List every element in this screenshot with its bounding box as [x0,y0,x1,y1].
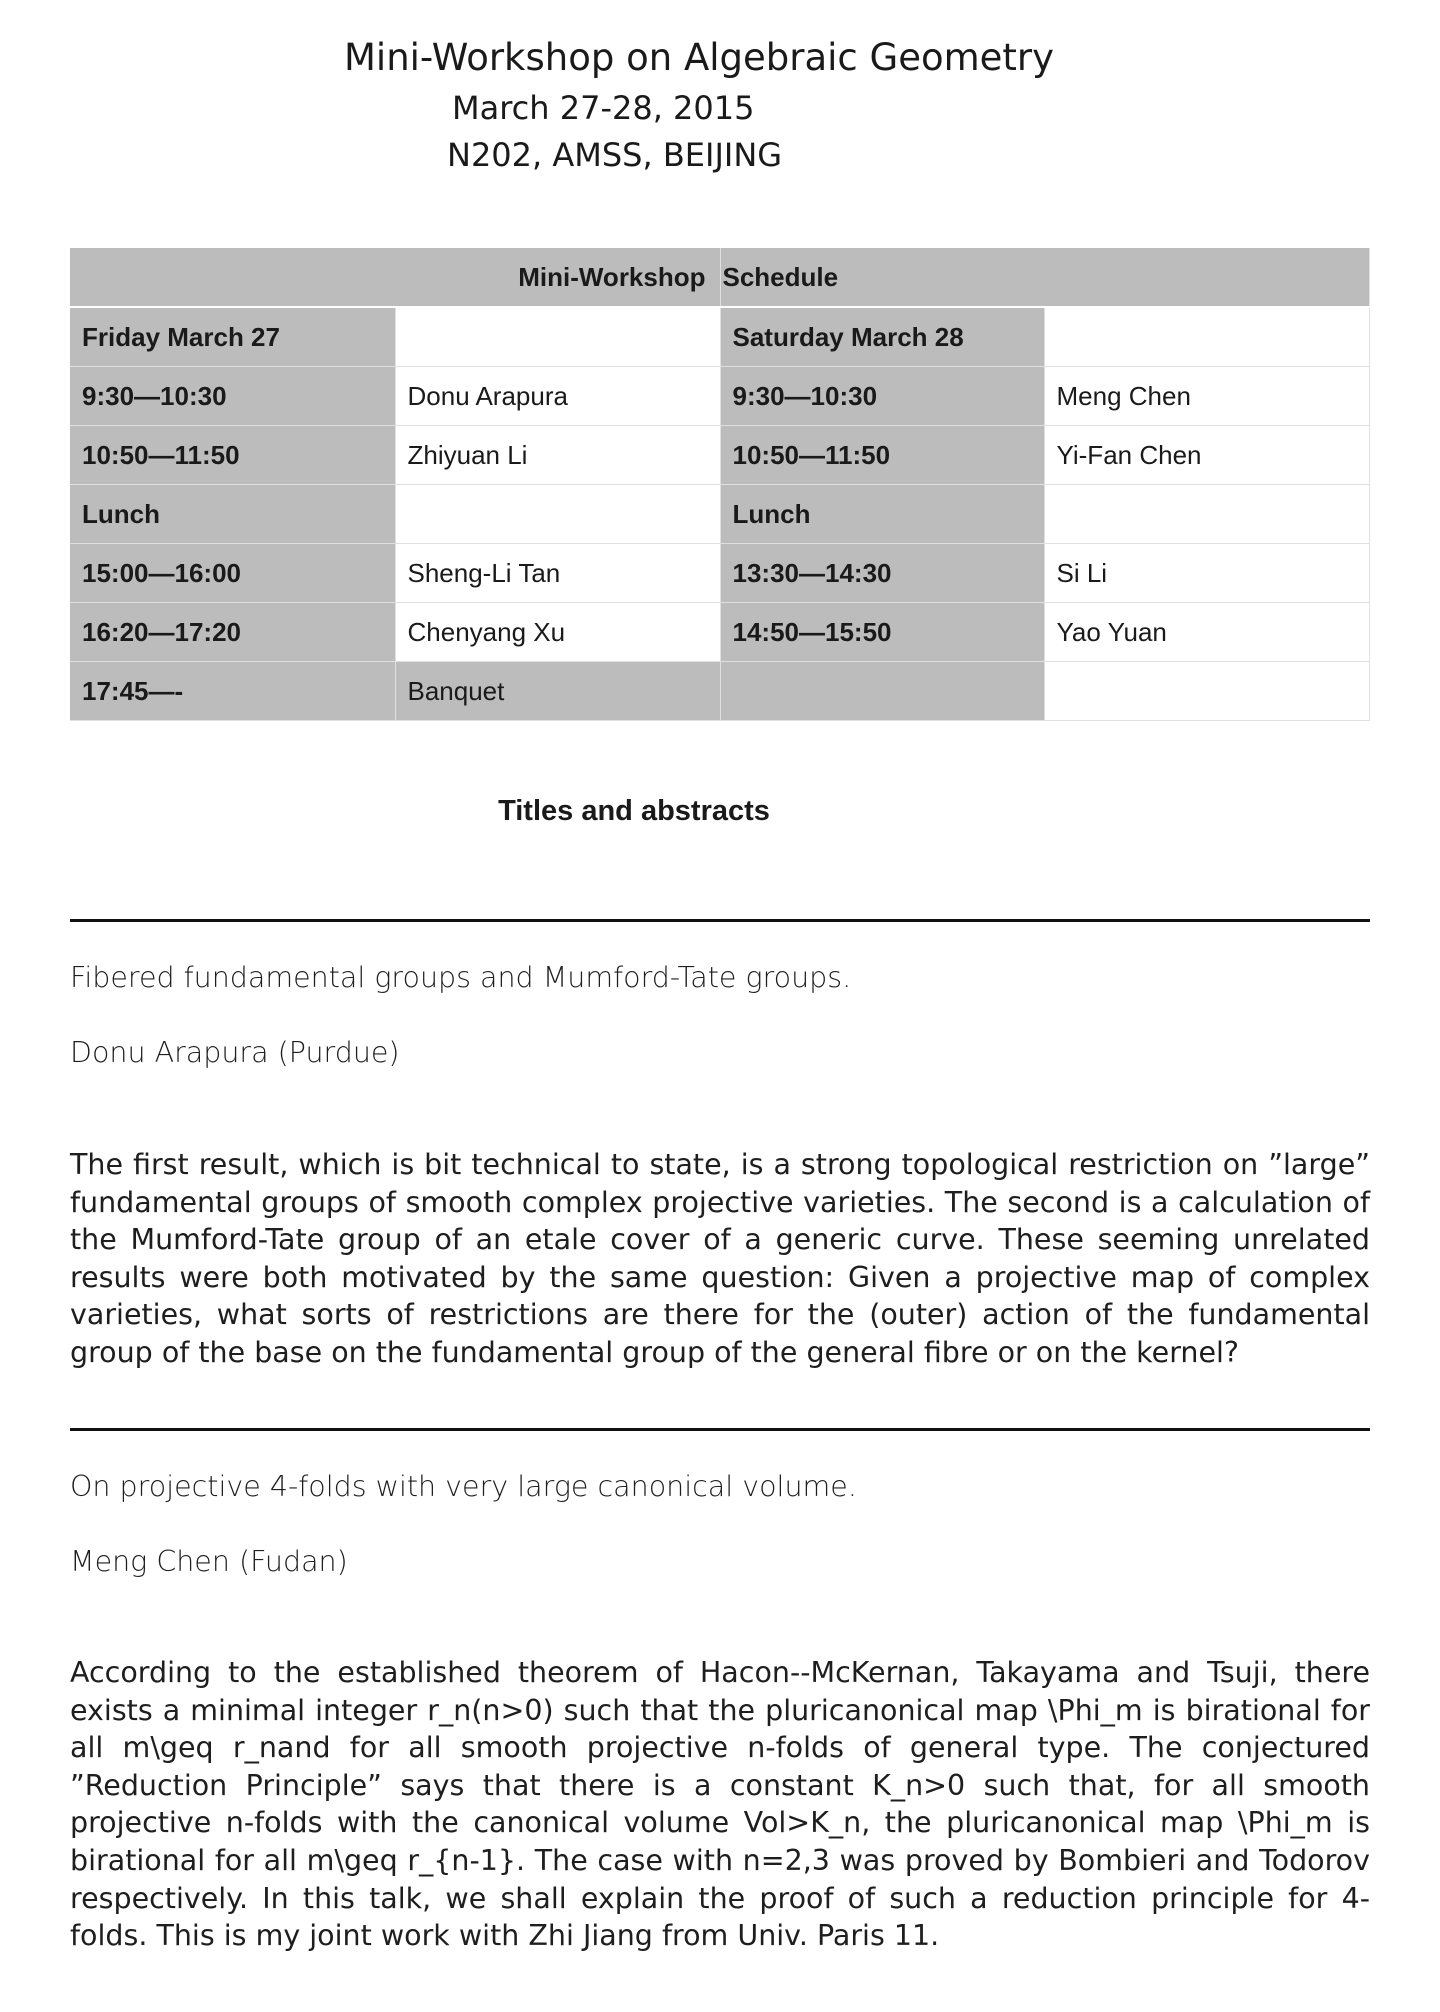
table-row [70,544,1369,603]
table-row [70,485,1369,544]
day2-speaker [1044,485,1369,544]
day2-speaker: Yi-Fan Chen [1044,426,1369,485]
day1-speaker: Chenyang Xu [395,603,720,662]
day2-time: 13:30—14:30 [720,544,1044,603]
table-row [70,662,1369,721]
talk-speaker: Meng Chen (Fudan) [70,1545,348,1578]
day1-label-blank [395,307,720,367]
workshop-title: Mini-Workshop on Algebraic Geometry [344,36,1055,79]
day1-time: Lunch [70,485,395,544]
day2-speaker: Meng Chen [1044,367,1369,426]
day2-time: 14:50—15:50 [720,603,1044,662]
day2-speaker: Yao Yuan [1044,603,1369,662]
abstracts-heading: Titles and abstracts [498,795,770,827]
day2-time [720,662,1044,721]
table-row [70,367,1369,426]
day1-speaker: Zhiyuan Li [395,426,720,485]
day1-time: 17:45—- [70,662,395,721]
day2-label-blank [1044,307,1369,367]
talk-speaker: Donu Arapura (Purdue) [70,1036,400,1069]
talk-abstract: According to the established theorem of Hacon--McKernan, Takayama and Tsuji, there exists a minimal integer r_n(n>0) such that the pluricanonical map \Phi_m is birational for all m\geq r_nand for all smooth projective n-folds of general type. The conjectured ”Reduction Principle” says that there is a constant K_n>0 such that, for all smooth projective n-folds with the canonical volume Vol>K_n, the pluricanonical map \Phi_m is birational for all m\geq r_{n-1}. The case with n=2,3 was proved by Bombieri and Todorov respectively. In this talk, we shall explain the proof of such a reduction principle for 4-folds. This is my joint work with Zhi Jiang from Univ. Paris 11. [70,1656,1370,1953]
day2-time: 10:50—11:50 [720,426,1044,485]
schedule-table [70,248,1370,721]
day1-label: Friday March 27 [70,307,395,367]
divider [70,1428,1370,1431]
day1-speaker: Donu Arapura [395,367,720,426]
workshop-location: N202, AMSS, BEIJING [447,136,783,174]
day2-label: Saturday March 28 [720,307,1044,367]
talk-title: On projective 4-folds with very large canonical volume. [70,1470,857,1503]
schedule-heading-left: Mini-Workshop [70,248,720,307]
talk-abstract: The first result, which is bit technical to state, is a strong topological restriction on ”large” fundamental groups of smooth complex projective varieties. The second is a calculation of the Mumford-Tate group of an etale cover of a generic curve. These seeming unrelated results were both motivated by the same question: Given a projective map of complex varieties, what sorts of restrictions are there for the (outer) action of the fundamental group of the base on the fundamental group of the general fibre or on the kernel? [70,1148,1370,1369]
day1-time: 16:20—17:20 [70,603,395,662]
workshop-date: March 27-28, 2015 [452,89,755,127]
day1-speaker [395,485,720,544]
schedule-header-row [70,248,1369,307]
talk-title: Fibered fundamental groups and Mumford-Tate groups. [70,961,852,994]
schedule-heading-right: Schedule [720,248,1369,307]
table-row [70,307,1369,367]
table-row [70,426,1369,485]
day1-time: 9:30—10:30 [70,367,395,426]
divider [70,919,1370,922]
table-row [70,603,1369,662]
day2-speaker [1044,662,1369,721]
day1-speaker: Banquet [395,662,720,721]
day1-time: 15:00—16:00 [70,544,395,603]
day1-speaker: Sheng-Li Tan [395,544,720,603]
day1-time: 10:50—11:50 [70,426,395,485]
day2-time: 9:30—10:30 [720,367,1044,426]
day2-time: Lunch [720,485,1044,544]
day2-speaker: Si Li [1044,544,1369,603]
